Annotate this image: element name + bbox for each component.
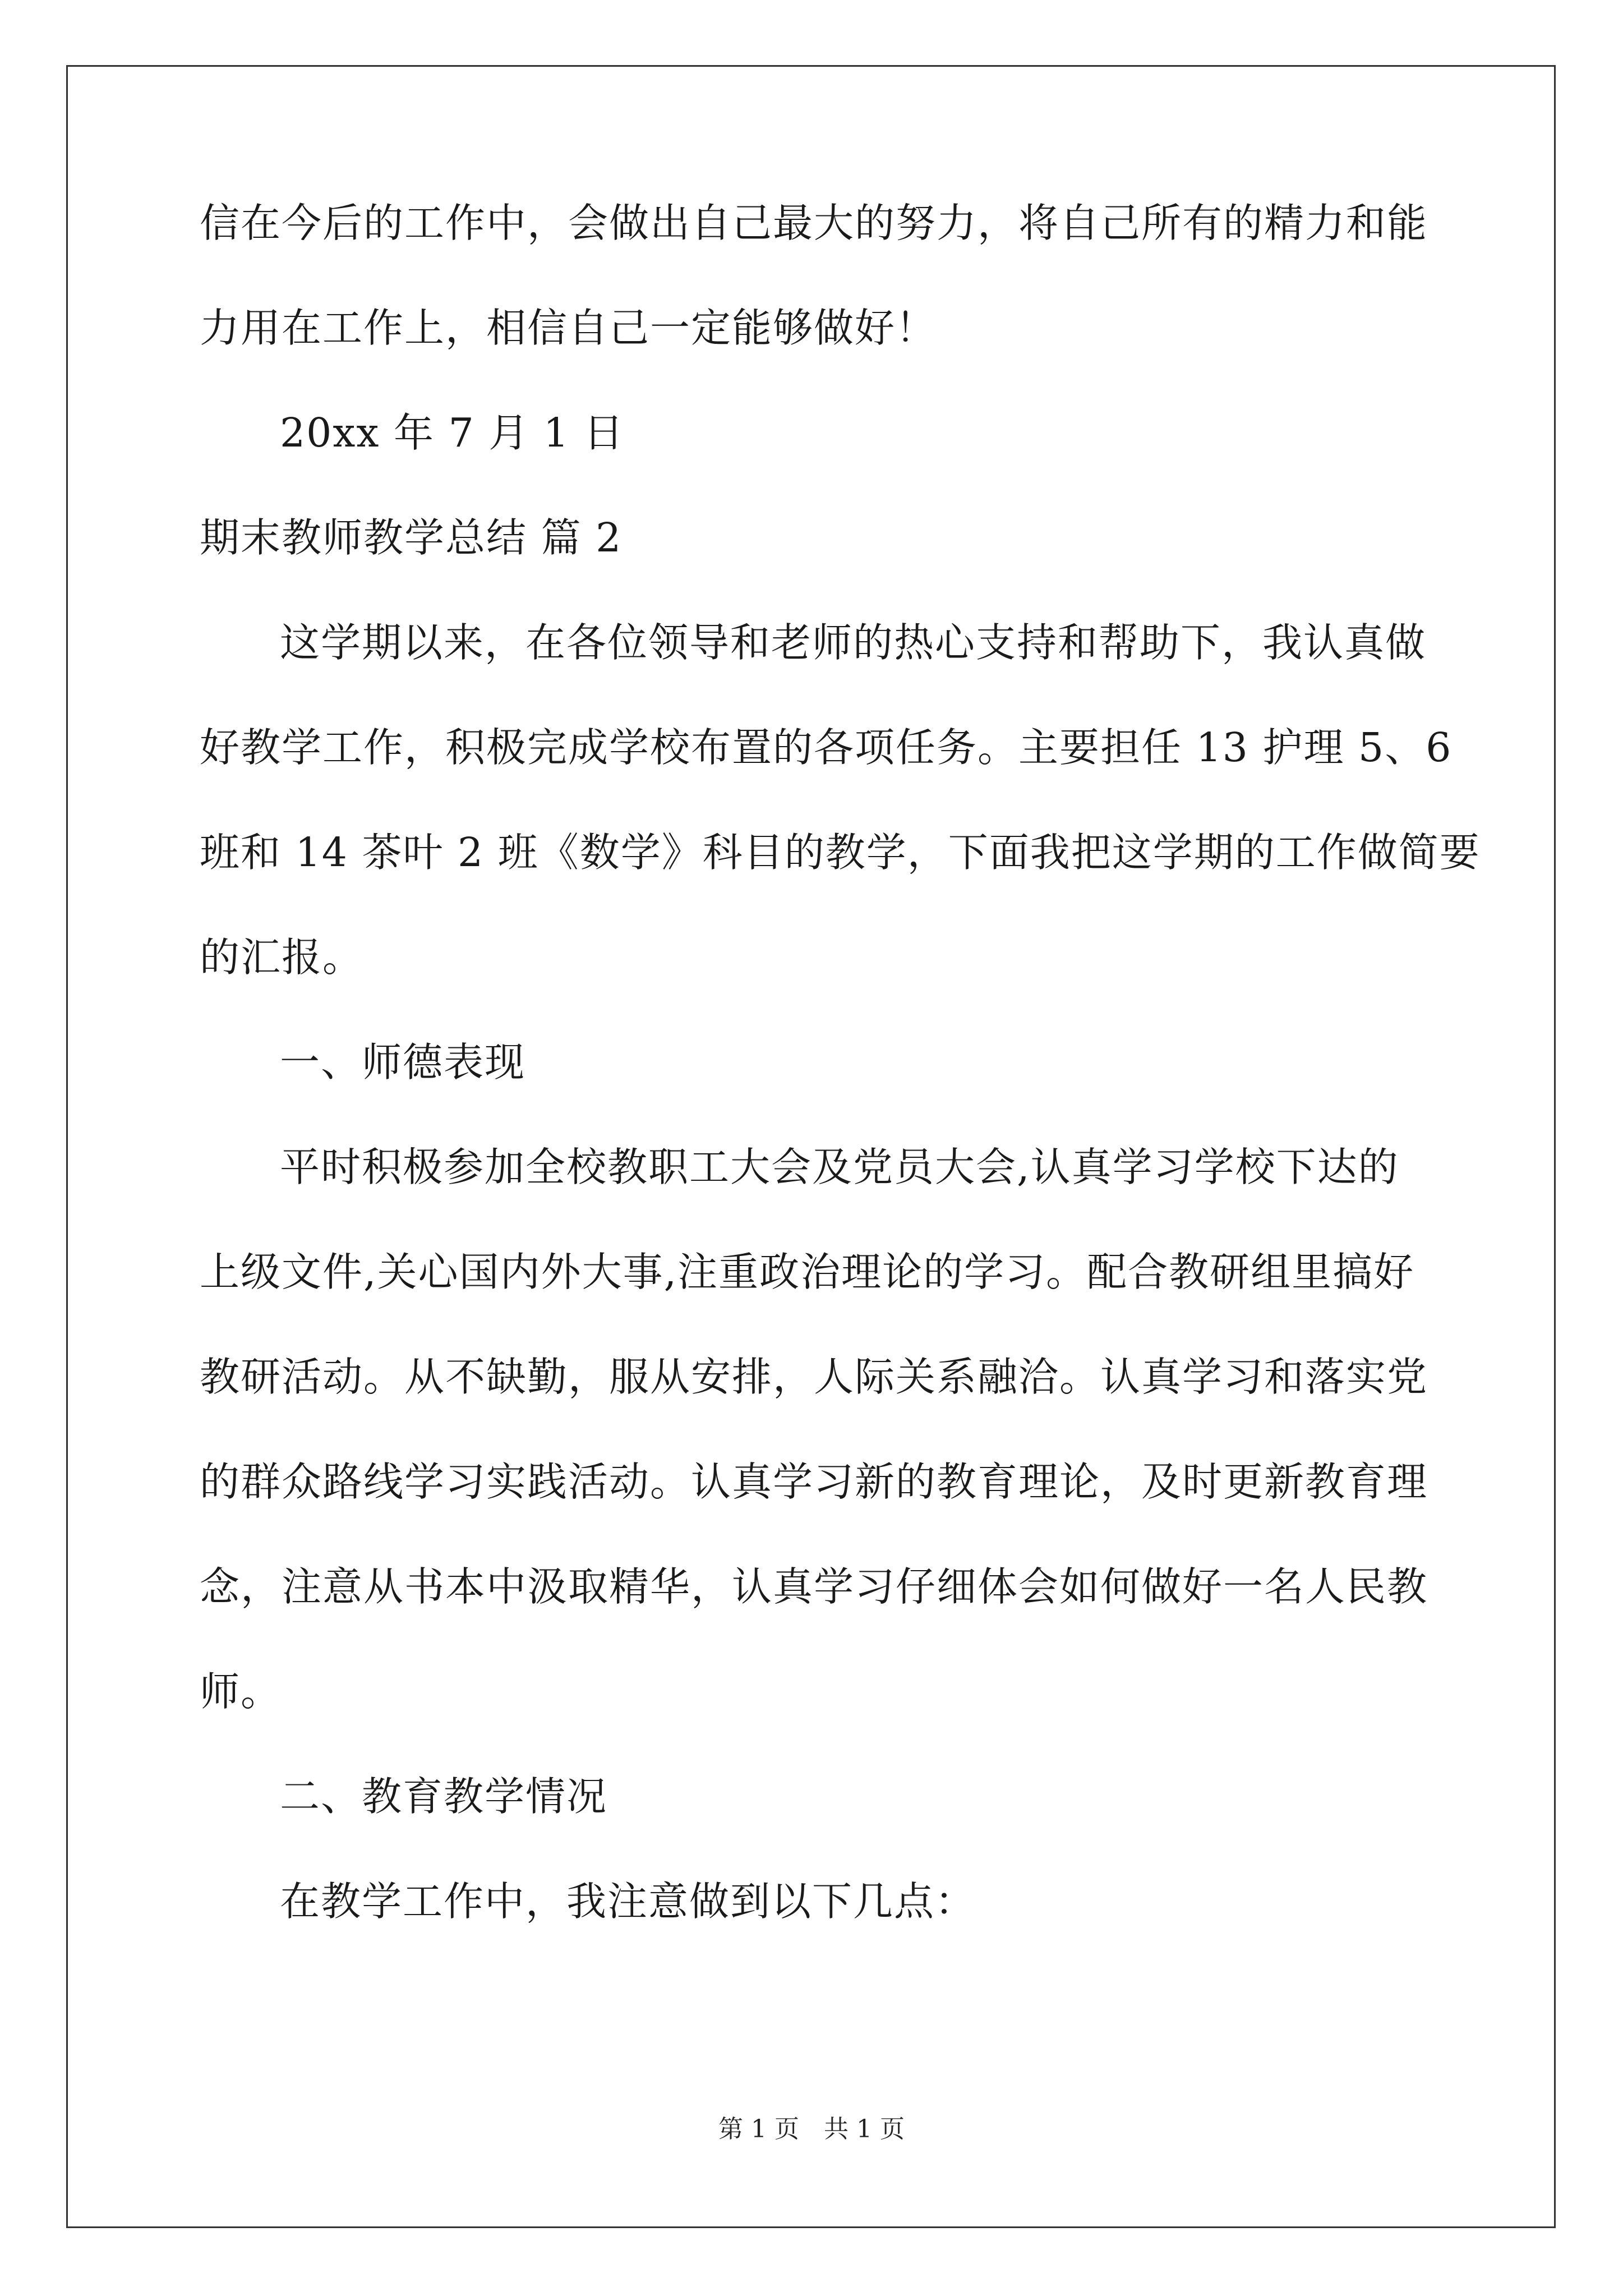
section-heading: 期末教师教学总结 篇 2	[200, 514, 623, 561]
text-line: 平时积极参加全校教职工大会及党员大会,认真学习学校下达的	[280, 1144, 1399, 1190]
subsection-heading: 一、师德表现	[280, 1039, 526, 1085]
text-line: 班和 14 茶叶 2 班《数学》科目的教学，下面我把这学期的工作做简要	[200, 829, 1481, 876]
text-line: 上级文件,关心国内外大事,注重政治理论的学习。配合教研组里搞好	[200, 1249, 1415, 1295]
text-line: 这学期以来，在各位领导和老师的热心支持和帮助下，我认真做	[280, 619, 1427, 666]
date-line: 20xx 年 7 月 1 日	[280, 409, 625, 456]
text-line: 在教学工作中，我注意做到以下几点：	[280, 1878, 976, 1925]
text-line: 好教学工作，积极完成学校布置的各项任务。主要担任 13 护理 5、6	[200, 724, 1453, 771]
text-line: 力用在工作上，相信自己一定能够做好！	[200, 305, 937, 351]
text-line: 信在今后的工作中，会做出自己最大的努力，将自己所有的精力和能	[200, 200, 1428, 246]
page-number-footer: 第 1 页 共 1 页	[718, 2115, 905, 2143]
text-line: 念，注意从书本中汲取精华，认真学习仔细体会如何做好一名人民教	[200, 1563, 1428, 1610]
text-line: 的群众路线学习实践活动。认真学习新的教育理论，及时更新教育理	[200, 1458, 1428, 1505]
text-line: 的汇报。	[200, 934, 364, 981]
text-line: 教研活动。从不缺勤，服从安排，人际关系融洽。认真学习和落实党	[200, 1354, 1428, 1400]
text-line: 师。	[200, 1668, 282, 1715]
subsection-heading: 二、教育教学情况	[280, 1773, 608, 1820]
